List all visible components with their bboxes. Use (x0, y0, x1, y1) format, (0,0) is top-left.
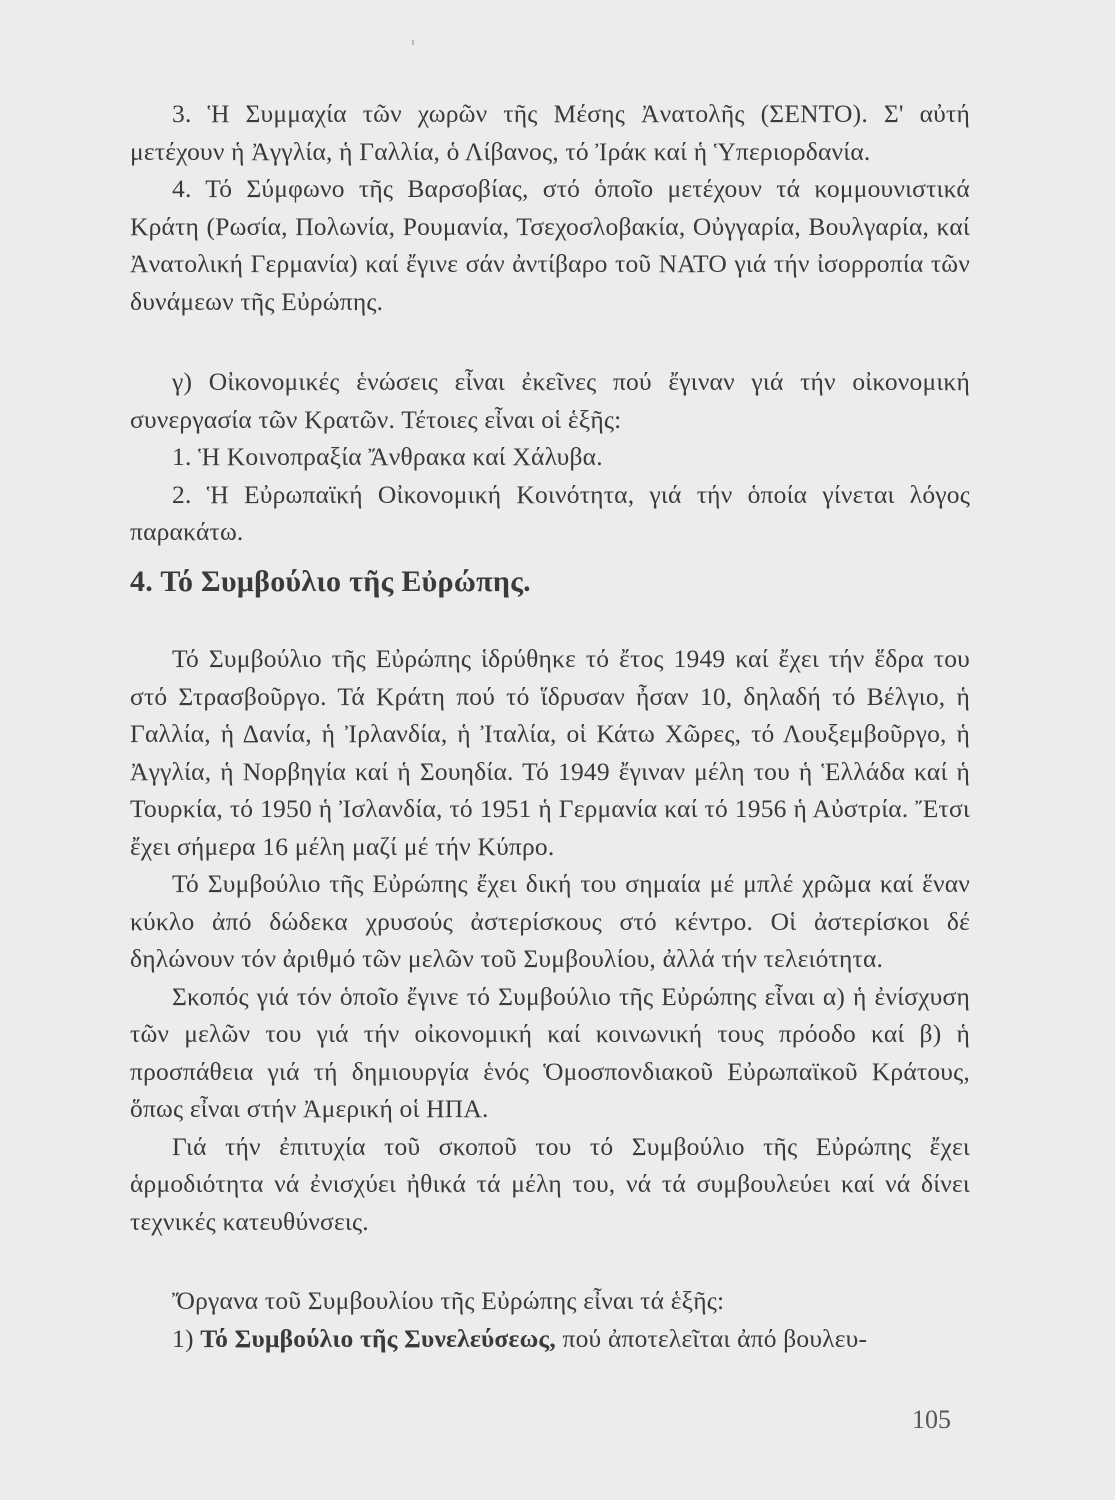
paragraph-flag: Τό Συμβούλιο τῆς Εὐρώπης ἔχει δική του σημαία μέ μπλέ χρῶμα καί ἕναν κύκλο ἀπό δώδεκα χρυσούς ἀστερίσκους στό κέντρο. Οἱ ἀστερίσκοι δέ δηλώνουν τόν ἀριθμό τῶν μελῶν τοῦ Συμβουλίου, ἀλλά τήν τελειότητα. (130, 869, 970, 973)
economic-unions-section (130, 363, 970, 551)
paragraph-founding: Τό Συμβούλιο τῆς Εὐρώπης ἱδρύθηκε τό ἔτος 1949 καί ἔχει τήν ἕδρα του στό Στρασβοῦργο. Τά Κράτη πού τό ἵδρυσαν ἦσαν 10, δηλαδή τό Βέλγιο, ἡ Γαλλία, ἡ Δανία, ἡ Ἰρλανδία, ἡ Ἰταλία, οἱ Κάτω Χῶρες, τό Λουξεμβοῦργο, ἡ Ἀγγλία, ἡ Νορβηγία καί ἡ Σουηδία. Τό 1949 ἔγιναν μέλη του ἡ Ἑλλάδα καί ἡ Τουρκία, τό 1950 ἡ Ἰσλανδία, τό 1951 ἡ Γερμανία καί τό 1956 ἡ Αὐστρία. Ἔτσι ἔχει σήμερα 16 μέλη μαζί μέ τήν Κύπρο. (130, 644, 970, 861)
section-heading: 4. Τό Συμβούλιο τῆς Εὐρώπης. (130, 565, 531, 598)
council-of-europe-body (130, 640, 970, 1240)
organ-item-1 (130, 1320, 970, 1358)
page-number: 105 (912, 1405, 951, 1434)
council-organs-section (130, 1282, 970, 1357)
alliance-item-3: 3. Ἡ Συμμαχία τῶν χωρῶν τῆς Μέσης Ἀνατολῆς (ΣΕΝΤΟ). Σ' αὐτή μετέχουν ἡ Ἀγγλία, ἡ Γαλλία, ὁ Λίβανος, τό Ἰράκ καί ἡ Ὑπεριορδανία. (130, 99, 970, 166)
alliances-list-continued (130, 95, 970, 320)
organ-item-1-number: 1) (172, 1323, 194, 1353)
economic-unions-intro: γ) Οἰκονομικές ἑνώσεις εἶναι ἐκεῖνες πού ἔγιναν γιά τήν οἰκονομική συνεργασία τῶν Κρατῶν. Τέτοιες εἶναι οἱ ἑξῆς: (130, 367, 970, 434)
paragraph-purpose: Σκοπός γιά τόν ὁποῖο ἔγινε τό Συμβούλιο τῆς Εὐρώπης εἶναι α) ἡ ἐνίσχυση τῶν μελῶν του γιά τήν οἰκονομική καί κοινωνική τους πρόοδο καί β) ἡ προσπάθεια γιά τή δημιουργία ἑνός Ὁμοσπονδιακοῦ Εὐρωπαϊκοῦ Κράτους, ὅπως εἶναι στήν Ἀμερική οἱ ΗΠΑ. (130, 981, 970, 1123)
organ-item-1-text: πού ἀποτελεῖται ἀπό βουλευ- (562, 1323, 868, 1353)
economic-union-item-2: 2. Ἡ Εὐρωπαϊκή Οἰκονομική Κοινότητα, γιά τήν ὁποία γίνεται λόγος παρακάτω. (130, 479, 970, 546)
organ-item-1-title: Τό Συμβούλιο τῆς Συνελεύσεως, (200, 1323, 556, 1353)
organs-intro: Ὄργανα τοῦ Συμβουλίου τῆς Εὐρώπης εἶναι τά ἑξῆς: (172, 1286, 725, 1315)
paper-speck (412, 40, 414, 45)
economic-union-item-1: 1. Ἡ Κοινοπραξία Ἄνθρακα καί Χάλυβα. (172, 442, 603, 471)
alliance-item-4: 4. Τό Σύμφωνο τῆς Βαρσοβίας, στό ὁποῖο μετέχουν τά κομμουνιστικά Κράτη (Ρωσία, Πολωνία, Ρουμανία, Τσεχοσλοβακία, Οὐγγαρία, Βουλγαρία, καί Ἀνατολική Γερμανία) καί ἔγινε σάν ἀντίβαρο τοῦ ΝΑΤΟ γιά τήν ἰσορροπία τῶν δυνάμεων τῆς Εὐρώπης. (130, 174, 970, 316)
paragraph-competence: Γιά τήν ἐπιτυχία τοῦ σκοποῦ του τό Συμβούλιο τῆς Εὐρώπης ἔχει ἁρμοδιότητα νά ἐνισχύει ἠθικά τά μέλη του, νά τά συμβουλεύει καί νά δίνει τεχνικές κατευθύνσεις. (130, 1131, 970, 1236)
